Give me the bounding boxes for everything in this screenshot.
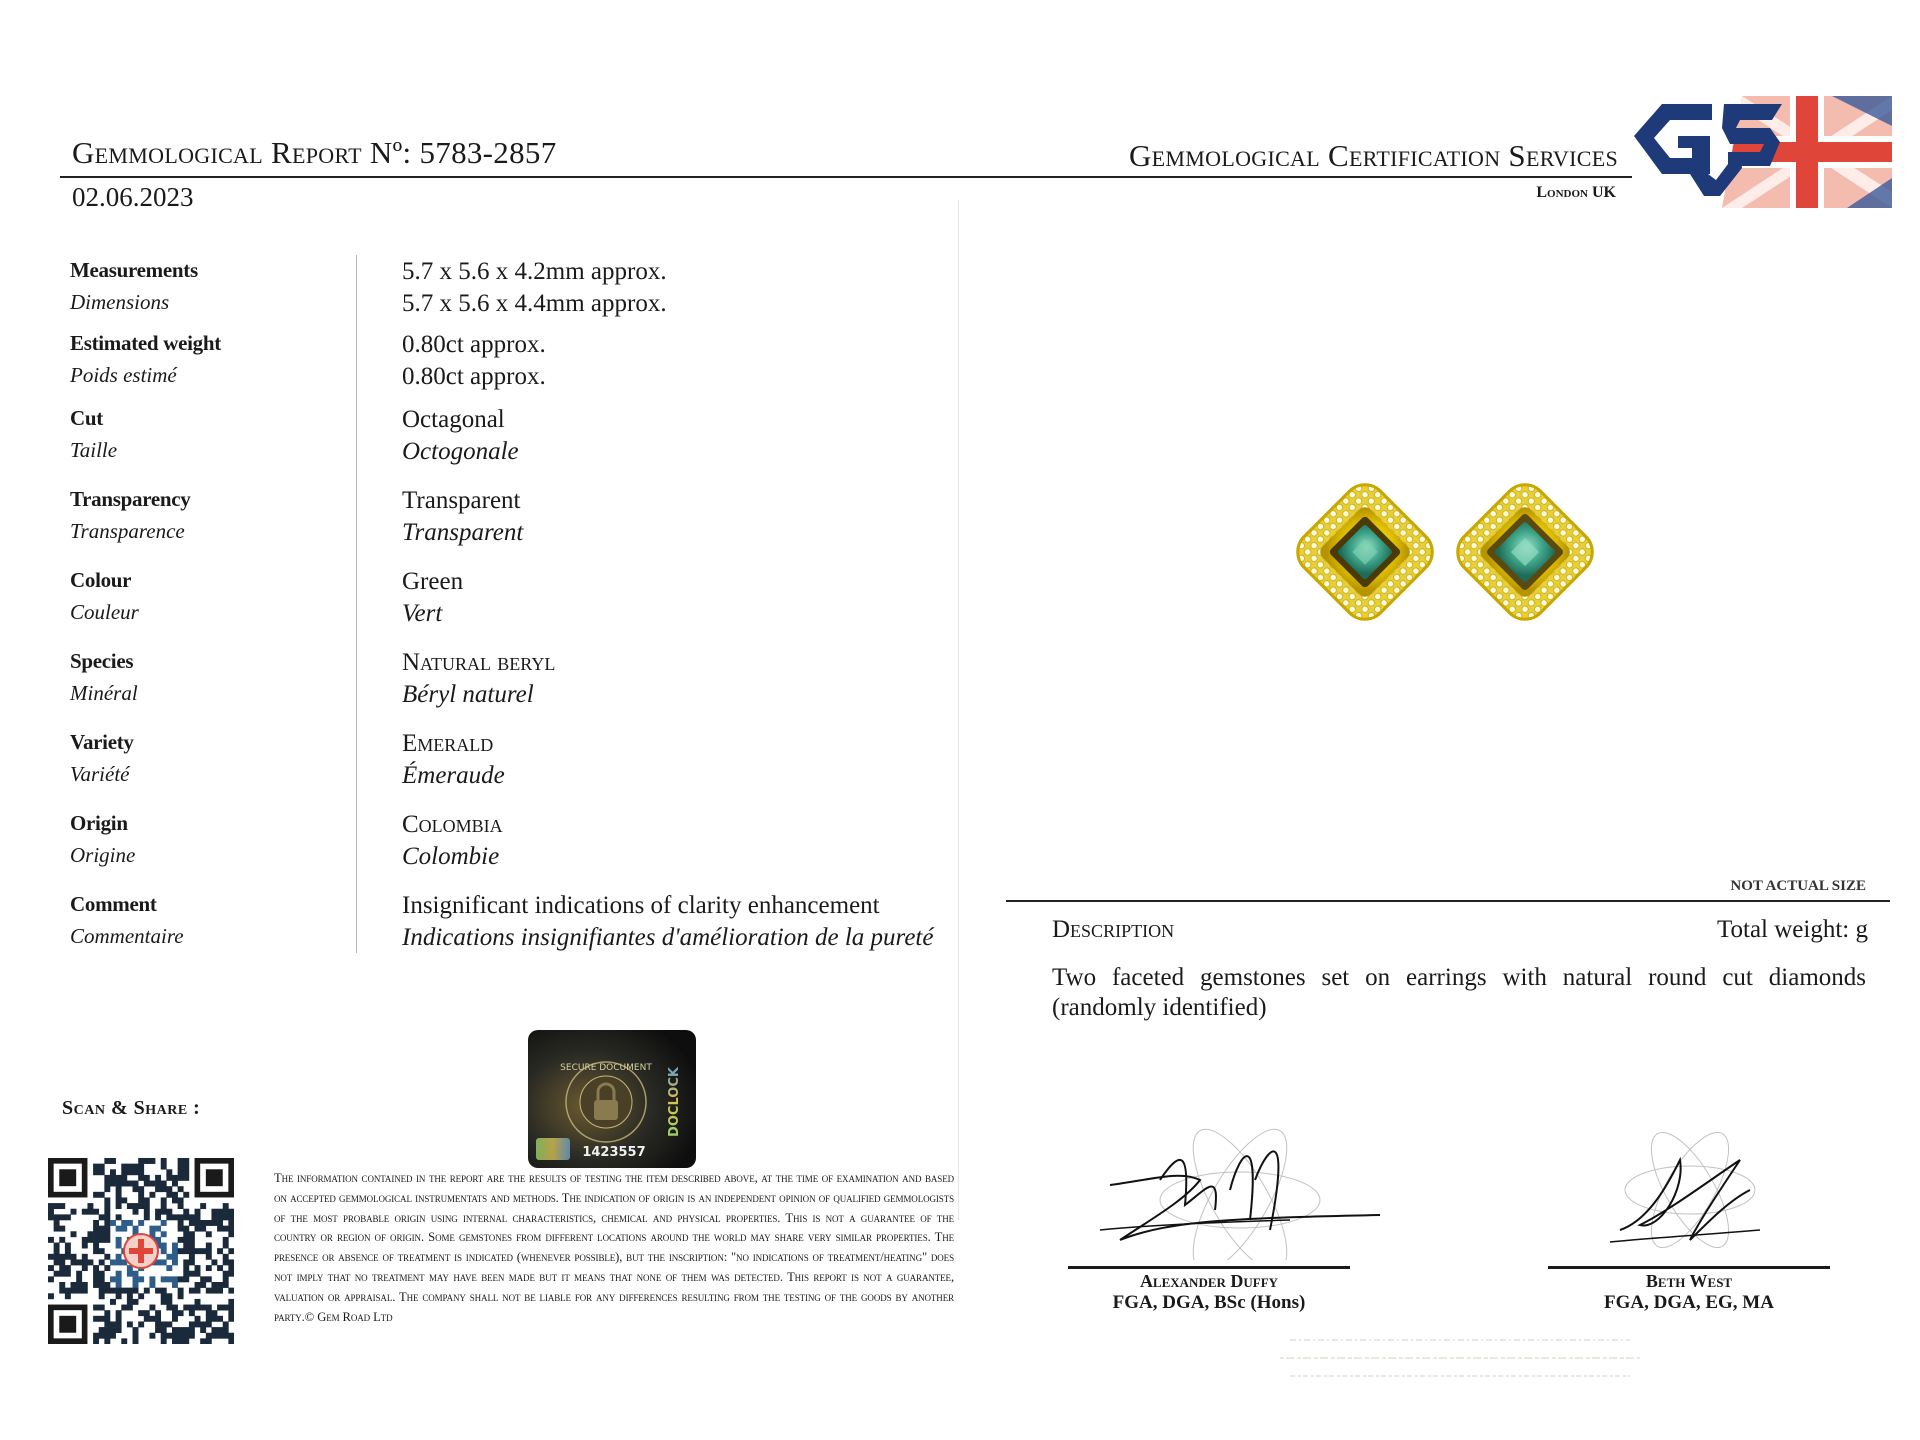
prop-label-fr: Dimensions bbox=[70, 290, 170, 314]
security-microtext bbox=[1270, 1334, 1650, 1384]
qr-code[interactable] bbox=[48, 1158, 234, 1344]
prop-label: Comment bbox=[70, 892, 157, 916]
prop-label-fr: Taille bbox=[70, 438, 118, 462]
description-text: Two faceted gemstones set on earrings with natural round cut diamonds (randomly identified) bbox=[1052, 964, 1866, 1021]
hologram-ring-text: SECURE DOCUMENT bbox=[560, 1063, 652, 1073]
prop-value: Transparent bbox=[402, 487, 521, 514]
disclaimer-text: The information contained in the report are the results of testing the item described above, at the time of examination and based on accepted gemmological instrumentats and methods. The indication of origin is an independent opinion of qualified gemmologists of the most probable origin using internal characteristics, chemical and physical properties. This is not a guarantee of the country or region of origin. Some gemstones from different locations around the world may share very similar properties. The presence or absence of treatment is indicated (whenever possible), but the inscription: "no indications of treatment/heating" does not imply that no treatment may have been made but it means that none of them was detected. This report is not a guarantee, valuation or appraisal. The company shall not be liable for any differences resulting from the testing of the goods by another party.© Gem Road Ltd bbox=[274, 1171, 954, 1324]
prop-label: Colour bbox=[70, 568, 132, 592]
prop-value-fr: Octogonale bbox=[402, 438, 519, 465]
prop-value: Colombia bbox=[402, 811, 503, 838]
prop-value: Octagonal bbox=[402, 406, 505, 433]
prop-label-fr: Couleur bbox=[70, 600, 139, 624]
signature-line-left bbox=[1068, 1266, 1350, 1269]
prop-value: Natural beryl bbox=[402, 649, 556, 676]
prop-label-fr: Minéral bbox=[70, 681, 138, 705]
company-city: London UK bbox=[1536, 184, 1616, 201]
prop-label-fr: Variété bbox=[70, 762, 130, 786]
not-actual-size-note: NOT ACTUAL SIZE bbox=[1730, 878, 1866, 894]
prop-value-fr: 0.80ct approx. bbox=[402, 363, 546, 390]
prop-value: Emerald bbox=[402, 730, 494, 757]
page-divider bbox=[958, 200, 959, 1220]
doclock-hologram bbox=[528, 1030, 696, 1168]
prop-value: 5.7 x 5.6 x 4.2mm approx. bbox=[402, 258, 667, 285]
prop-label-fr: Commentaire bbox=[70, 924, 184, 948]
prop-value: 0.80ct approx. bbox=[402, 331, 546, 358]
hologram-serial: 1423557 bbox=[582, 1145, 646, 1160]
report-date: 02.06.2023 bbox=[72, 182, 194, 212]
prop-value: Green bbox=[402, 568, 464, 595]
prop-value: Insignificant indications of clarity enhancement bbox=[402, 892, 880, 919]
prop-label: Origin bbox=[70, 811, 128, 835]
header-rule bbox=[60, 176, 1632, 178]
company-name: Gemmological Certification Services bbox=[1129, 138, 1618, 173]
prop-label-fr: Poids estimé bbox=[70, 363, 177, 387]
prop-value-fr: Indications insignifiantes d'amélioration de la pureté bbox=[402, 924, 934, 951]
prop-value-fr: Émeraude bbox=[402, 762, 505, 789]
report-title: Gemmological Report Nº: 5783-2857 bbox=[72, 135, 557, 170]
prop-value-fr: Béryl naturel bbox=[402, 681, 534, 708]
prop-label: Species bbox=[70, 649, 134, 673]
prop-value-fr: Vert bbox=[402, 600, 443, 627]
earrings-photo bbox=[1280, 470, 1620, 640]
prop-label: Estimated weight bbox=[70, 331, 221, 355]
prop-label: Cut bbox=[70, 406, 103, 430]
properties-divider bbox=[356, 255, 357, 953]
prop-value-fr: Colombie bbox=[402, 843, 500, 870]
signatory-name: Beth West bbox=[1645, 1271, 1733, 1291]
gcs-logo bbox=[1632, 96, 1892, 208]
prop-value-fr: Transparent bbox=[402, 519, 524, 546]
description-rule bbox=[1006, 900, 1890, 902]
prop-label-fr: Origine bbox=[70, 843, 136, 867]
signature-alexander-duffy bbox=[1090, 1110, 1390, 1260]
prop-label: Measurements bbox=[70, 258, 198, 282]
prop-value-fr: 5.7 x 5.6 x 4.4mm approx. bbox=[402, 290, 667, 317]
prop-label: Transparency bbox=[70, 487, 191, 511]
hologram-brand: DOCLOCK bbox=[667, 1067, 682, 1137]
signature-beth-west bbox=[1590, 1120, 1790, 1260]
total-weight: Total weight: g bbox=[1716, 916, 1868, 943]
earring-left bbox=[1289, 476, 1442, 629]
scan-share-label: Scan & Share : bbox=[62, 1097, 201, 1119]
earring-right bbox=[1449, 476, 1602, 629]
prop-label: Variety bbox=[70, 730, 134, 754]
signature-line-right bbox=[1548, 1266, 1830, 1269]
prop-label-fr: Transparence bbox=[70, 519, 185, 543]
signatory-quals: FGA, DGA, EG, MA bbox=[1604, 1292, 1774, 1313]
signatory-quals: FGA, DGA, BSc (Hons) bbox=[1112, 1292, 1306, 1313]
description-title: Description bbox=[1052, 916, 1175, 943]
signatory-name: Alexander Duffy bbox=[1139, 1271, 1279, 1291]
